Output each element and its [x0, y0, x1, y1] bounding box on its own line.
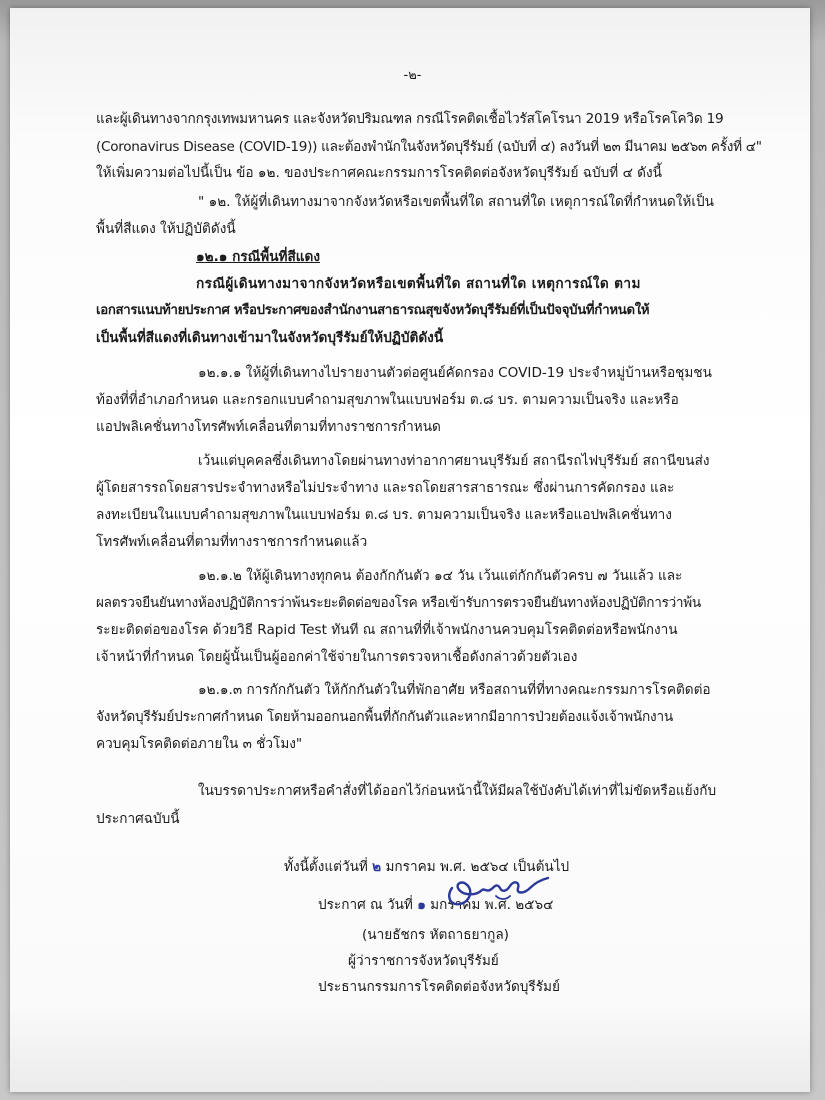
announcement-date-prefix: ประกาศ ณ วันที่ — [318, 897, 413, 913]
announcement-date-day: ๑ — [417, 897, 426, 913]
body-line: ให้เพิ่มความต่อไปนี้เป็น ข้อ ๑๒. ของประกาศคณะกรรมการโรคติดต่อจังหวัดบุรีรัมย์ ฉบับที่ ๔ ดังนี้ — [96, 165, 662, 181]
clause-line: จังหวัดบุรีรัมย์ประกาศกำหนด โดยห้ามออกนอกพื้นที่กักกันตัวและหากมีอาการป่วยต้องแจ้งเจ้าพนักงาน — [96, 709, 673, 725]
clause-line: ท้องที่ที่อำเภอกำหนด และกรอกแบบคำถามสุขภาพในแบบฟอร์ม ต.๘ บร. ตามความเป็นจริง และหรือ — [96, 392, 679, 408]
handwritten-signature — [436, 866, 556, 912]
clause-line: ระยะติดต่อของโรค ด้วยวิธี Rapid Test ทันที ณ สถานที่ที่เจ้าพนักงานควบคุมโรคติดต่อหรือพนักงาน — [96, 622, 678, 638]
signatory-position: ผู้ว่าราชการจังหวัดบุรีรัมย์ — [348, 953, 499, 969]
clause-line: ผู้โดยสารรถโดยสารประจำทางหรือไม่ประจำทาง และรถโดยสารสาธารณะ ซึ่งผ่านการคัดกรอง และ — [96, 480, 675, 496]
section-heading: ๑๒.๑ กรณีพื้นที่สีแดง — [196, 249, 320, 265]
body-line: " ๑๒. ให้ผู้ที่เดินทางมาจากจังหวัดหรือเขตพื้นที่ใด สถานที่ใด เหตุการณ์ใดที่กำหนดให้เป็น — [198, 194, 714, 210]
body-line: (Coronavirus Disease (COVID-19)) และต้องพำนักในจังหวัดบุรีรัมย์ (ฉบับที่ ๔) ลงวันที่ ๒๓ มีนาคม ๒๕๖๓ ครั้งที่ ๔" — [96, 139, 762, 155]
bold-line: เป็นพื้นที่สีแดงที่เดินทางเข้ามาในจังหวัดบุรีรัมย์ให้ปฏิบัติดังนี้ — [96, 330, 444, 346]
page-number: -๒- — [403, 68, 422, 83]
clause-line: เว้นแต่บุคคลซึ่งเดินทางโดยผ่านทางท่าอากาศยานบุรีรัมย์ สถานีรถไฟบุรีรัมย์ สถานีขนส่ง — [198, 453, 710, 469]
closing-line: ประกาศฉบับนี้ — [96, 811, 180, 827]
body-line: พื้นที่สีแดง ให้ปฏิบัติดังนี้ — [96, 221, 236, 237]
signatory-name: (นายธัชกร หัตถาธยากูล) — [362, 927, 509, 943]
clause-line: ๑๒.๑.๑ ให้ผู้ที่เดินทางไปรายงานตัวต่อศูนย์คัดกรอง COVID-19 ประจำหมู่บ้านหรือชุมชน — [198, 365, 712, 381]
closing-line: ในบรรดาประกาศหรือคำสั่งที่ได้ออกไว้ก่อนหน้านี้ให้มีผลใช้บังคับได้เท่าที่ไม่ขัดหรือแย้งกับ — [198, 783, 717, 799]
clause-line: ๑๒.๑.๒ ให้ผู้เดินทางทุกคน ต้องกักกันตัว ๑๔ วัน เว้นแต่กักกันตัวครบ ๗ วันแล้ว และ — [198, 568, 683, 584]
clause-line: ๑๒.๑.๓ การกักกันตัว ให้กักกันตัวในที่พักอาศัย หรือสถานที่ที่ทางคณะกรรมการโรคติดต่อ — [198, 682, 711, 698]
clause-line: ควบคุมโรคติดต่อภายใน ๓ ชั่วโมง" — [96, 736, 303, 752]
clause-line: เจ้าหน้าที่กำหนด โดยผู้นั้นเป็นผู้ออกค่าใช้จ่ายในการตรวจหาเชื้อดังกล่าวด้วยตัวเอง — [96, 649, 578, 665]
clause-line: โทรศัพท์เคลื่อนที่ตามที่ทางราชการกำหนดแล้ว — [96, 534, 368, 550]
bold-line: เอกสารแนบท้ายประกาศ หรือประกาศของสำนักงานสาธารณสุขจังหวัดบุรีรัมย์ที่เป็นปัจจุบันที่กำหนดให้ — [96, 303, 650, 318]
announcement-date-rest: มกราคม พ.ศ. ๒๕๖๔ — [430, 897, 554, 913]
clause-line: แอปพลิเคชั่นทางโทรศัพท์เคลื่อนที่ตามที่ทางราชการกำหนด — [96, 419, 441, 435]
signatory-position: ประธานกรรมการโรคติดต่อจังหวัดบุรีรัมย์ — [318, 979, 560, 995]
effective-date-rest: มกราคม พ.ศ. ๒๕๖๔ เป็นต้นไป — [385, 859, 570, 875]
effective-date-day: ๒ — [372, 859, 382, 875]
clause-line: ผลตรวจยืนยันทางห้องปฏิบัติการว่าพ้นระยะติดต่อของโรค หรือเข้ารับการตรวจยืนยันทางห้องปฏิบัติการว่าพ้น — [96, 595, 701, 611]
clause-line: ลงทะเบียนในแบบคำถามสุขภาพในแบบฟอร์ม ต.๘ บร. ตามความเป็นจริง และหรือแอปพลิเคชั่นทาง — [96, 507, 672, 523]
bold-line: กรณีผู้เดินทางมาจากจังหวัดหรือเขตพื้นที่ใด สถานที่ใด เหตุการณ์ใด ตาม — [196, 276, 641, 292]
effective-date-prefix: ทั้งนี้ตั้งแต่วันที่ — [284, 859, 368, 875]
body-line: และผู้เดินทางจากกรุงเทพมหานคร และจังหวัดปริมณฑล กรณีโรคติดเชื้อไวรัสโคโรนา 2019 หรือโรคโควิด 19 — [96, 111, 724, 127]
